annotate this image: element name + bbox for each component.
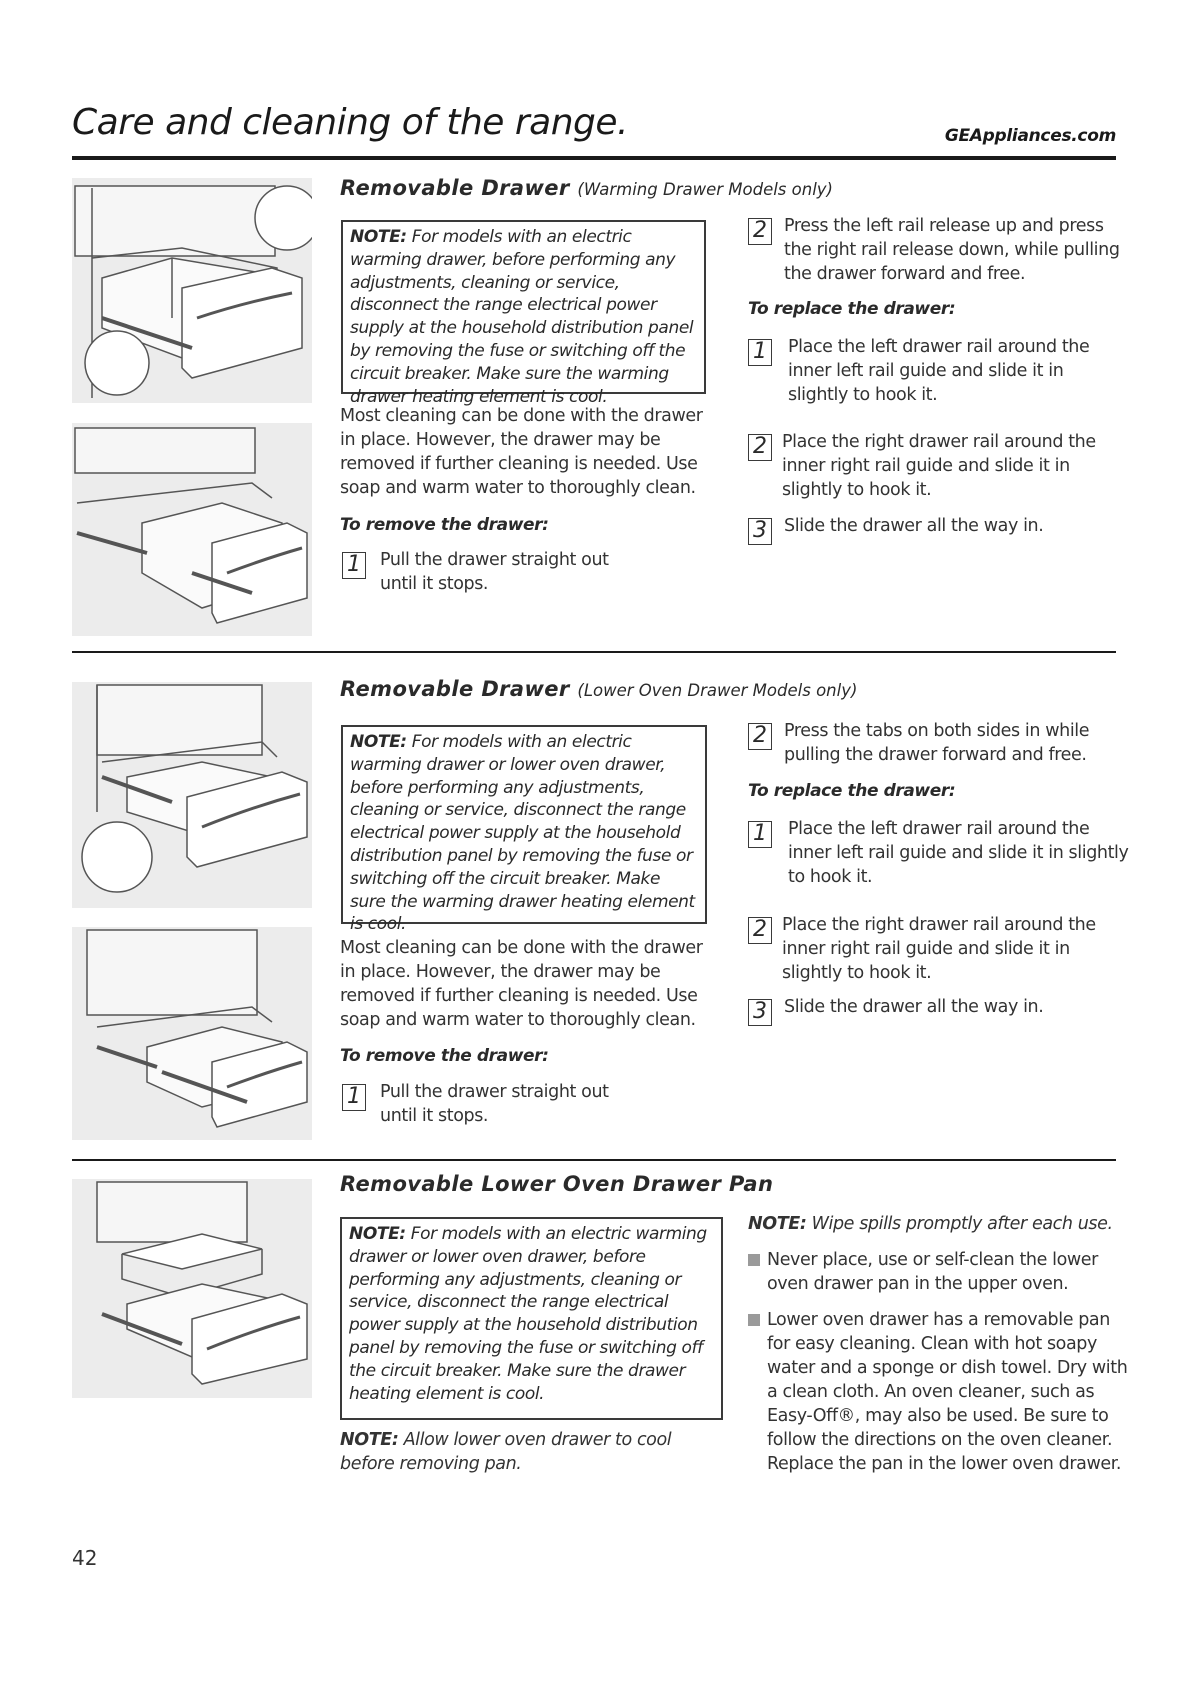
warming-drawer-illustration-1 — [72, 178, 312, 403]
replace-step-2: 2 Place the right drawer rail around the inner right rail guide and slide it in slightly to hook it. — [748, 430, 1138, 502]
bullet-square-icon — [748, 1254, 760, 1266]
replace-heading: To replace the drawer: — [748, 299, 956, 319]
note-box: NOTE: For models with an electric warming drawer, before performing any adjustments, cleaning or service, disconnect the range electrical power supply at the household distribution panel by removing the fuse or switching off the circuit breaker. Make sure the warming drawer heating element is cool. — [341, 220, 706, 394]
header-rule — [72, 156, 1116, 160]
lower-oven-drawer-illustration-1 — [72, 682, 312, 908]
section-heading-lower-oven-drawer: Removable Drawer (Lower Oven Drawer Models only) — [340, 677, 858, 701]
cleaning-paragraph: Most cleaning can be done with the drawer in place. However, the drawer may be removed if further cleaning is needed. Use soap and warm water to thoroughly clean. — [340, 406, 703, 498]
lower-oven-drawer-illustration-2 — [72, 927, 312, 1140]
cleaning-paragraph: Most cleaning can be done with the drawer in place. However, the drawer may be removed if further cleaning is needed. Use soap and warm water to thoroughly clean. — [340, 938, 703, 1030]
replace-step-1: 1 Place the left drawer rail around the inner left rail guide and slide it in slightly to hook it. — [748, 817, 1138, 889]
drawer-pan-illustration — [72, 1179, 312, 1398]
remove-heading: To remove the drawer: — [340, 1046, 549, 1066]
remove-step-1: 1 Pull the drawer straight out until it stops. — [342, 548, 672, 596]
wipe-note: NOTE: Wipe spills promptly after each use. — [748, 1214, 1113, 1234]
replace-step-3: 3 Slide the drawer all the way in. — [748, 995, 1128, 1026]
section-divider-2 — [72, 1159, 1116, 1161]
remove-step-1: 1 Pull the drawer straight out until it stops. — [342, 1080, 672, 1128]
cool-note: NOTE: Allow lower oven drawer to cool before removing pan. — [340, 1430, 672, 1474]
section-heading-warming-drawer: Removable Drawer (Warming Drawer Models only) — [340, 176, 833, 200]
bullet-square-icon — [748, 1314, 760, 1326]
remove-step-2: 2 Press the left rail release up and press the right rail release down, while pulling the drawer forward and free. — [748, 214, 1128, 286]
remove-heading: To remove the drawer: — [340, 515, 549, 535]
website-link[interactable]: GEAppliances.com — [944, 126, 1116, 146]
replace-step-2: 2 Place the right drawer rail around the inner right rail guide and slide it in slightly to hook it. — [748, 913, 1138, 985]
replace-step-1: 1 Place the left drawer rail around the inner left rail guide and slide it in slightly to hook it. — [748, 335, 1128, 407]
section-divider-1 — [72, 651, 1116, 653]
remove-step-2: 2 Press the tabs on both sides in while pulling the drawer forward and free. — [748, 719, 1128, 767]
note-box: NOTE: For models with an electric warming drawer or lower oven drawer, before performing any adjustments, cleaning or service, disconnect the range electrical power supply at the household distribution panel by removing the fuse or switching off the circuit breaker. Make sure the warming drawer heating element is cool. — [341, 725, 707, 924]
page-title: Care and cleaning of the range. — [72, 102, 628, 143]
replace-step-3: 3 Slide the drawer all the way in. — [748, 514, 1128, 545]
section-heading-drawer-pan: Removable Lower Oven Drawer Pan — [340, 1172, 774, 1196]
note-box: NOTE: For models with an electric warming drawer or lower oven drawer, before performing any adjustments, cleaning or service, disconnect the range electrical power supply at the household distribution panel by removing the fuse or switching off the circuit breaker. Make sure the drawer heating element is cool. — [340, 1217, 723, 1420]
replace-heading: To replace the drawer: — [748, 781, 956, 801]
bullet-item: Lower oven drawer has a removable pan for easy cleaning. Clean with hot soapy water and a sponge or dish towel. Dry with a clean cloth. An oven cleaner, such as Easy-Off®, may also be used. Be sure to follow the directions on the oven cleaner. Replace the pan in the lower oven drawer. — [748, 1308, 1133, 1476]
bullet-item: Never place, use or self-clean the lower oven drawer pan in the upper oven. — [748, 1248, 1133, 1296]
page-number: 42 — [72, 1546, 98, 1570]
warming-drawer-illustration-2 — [72, 423, 312, 636]
